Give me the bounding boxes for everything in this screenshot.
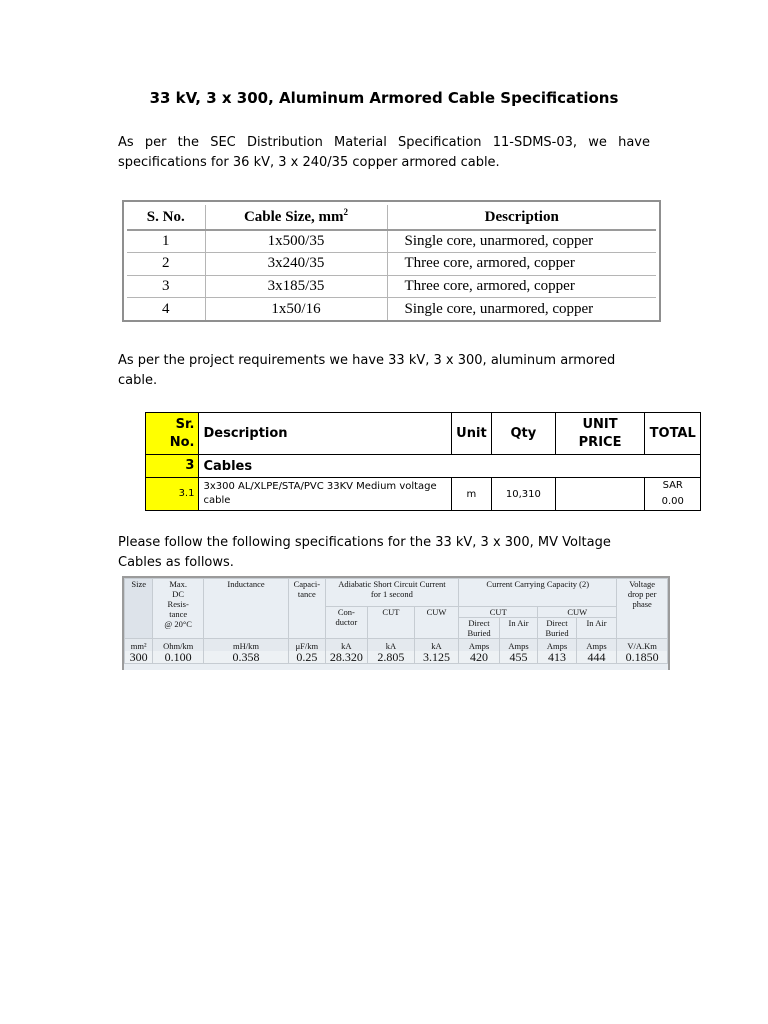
boq-header-srno: Sr. No. <box>146 413 199 455</box>
t3-header-cut: CUT <box>368 607 415 639</box>
item-number: 3.1 <box>146 478 199 511</box>
t3-header-capacitance: Capaci- tance <box>289 579 325 639</box>
table-row: 1 1x500/35 Single core, unarmored, copper <box>127 230 656 253</box>
table-row: 3 3x185/35 Three core, armored, copper <box>127 275 656 298</box>
table-row <box>146 478 701 511</box>
sec-cable-table <box>122 200 661 322</box>
spec-paragraph: Please follow the following specifications for the 33 kV, 3 x 300, MV Voltage Cables as follows. <box>118 535 611 570</box>
boq-section-row <box>146 455 701 478</box>
t3-header-cut-air: In Air <box>499 618 537 639</box>
item-description: 3x300 AL/XLPE/STA/PVC 33KV Medium voltage cable <box>199 478 451 511</box>
t3-header-adiabatic: Adiabatic Short Circuit Current for 1 second <box>325 579 459 607</box>
intro-paragraph: As per the SEC Distribution Material Specification 11-SDMS-03, we have specifications for 36 kV, 3 x 240/35 copper armored cable. <box>118 135 650 170</box>
t3-header-voltage-drop: Voltage drop per phase <box>617 579 668 639</box>
table-row: 300 0.100 0.358 0.25 28.320 2.805 3.125 420 455 413 444 0.1850 <box>125 651 668 664</box>
table1-header-description: Description <box>387 205 656 230</box>
t3-header-conductor: Con- ductor <box>325 607 368 639</box>
table-row: 4 1x50/16 Single core, unarmored, copper <box>127 298 656 321</box>
boq-header-qty: Qty <box>492 413 556 455</box>
t3-header-ccc-cut: CUT <box>459 607 538 618</box>
item-qty: 10,310 <box>492 478 556 511</box>
section-label: Cables <box>199 455 701 478</box>
item-unit: m <box>451 478 491 511</box>
t3-header-cuw-air: In Air <box>576 618 617 639</box>
project-paragraph: As per the project requirements we have 33 kV, 3 x 300, aluminum armored cable. <box>118 353 616 388</box>
item-unit-price <box>555 478 645 511</box>
t3-header-ccc-cuw: CUW <box>538 607 617 618</box>
table1-header-size: Cable Size, $mm^2$ <box>205 205 387 230</box>
table-row: 2 3x240/35 Three core, armored, copper <box>127 253 656 276</box>
item-total: SAR 0.00 <box>645 478 701 511</box>
t3-units-row: mm² Ohm/km mH/km μF/km kA kA kA Amps Amps Amps Amps V/A.Km <box>125 639 668 651</box>
t3-header-cuw-direct: Direct Buried <box>538 618 576 639</box>
cable-spec-table <box>122 576 670 670</box>
boq-header-unit-price: UNIT PRICE <box>555 413 645 455</box>
boq-header-unit: Unit <box>451 413 491 455</box>
t3-header-size: Size <box>125 579 153 639</box>
page-title: 33 kV, 3 x 300, Aluminum Armored Cable Specifications <box>149 89 619 107</box>
section-number: 3 <box>146 455 199 478</box>
t3-header-cut-direct: Direct Buried <box>459 618 500 639</box>
t3-header-cuw: CUW <box>414 607 459 639</box>
t3-header-ccc: Current Carrying Capacity (2) <box>459 579 617 607</box>
boq-header-description: Description <box>199 413 451 455</box>
t3-header-inductance: Inductance <box>204 579 289 639</box>
boq-header-total: TOTAL <box>645 413 701 455</box>
boq-table <box>145 412 701 511</box>
t3-header-max-dc: Max. DC Resis- tance @ 20°C <box>153 579 204 639</box>
table1-header-sno: S. No. <box>127 205 205 230</box>
